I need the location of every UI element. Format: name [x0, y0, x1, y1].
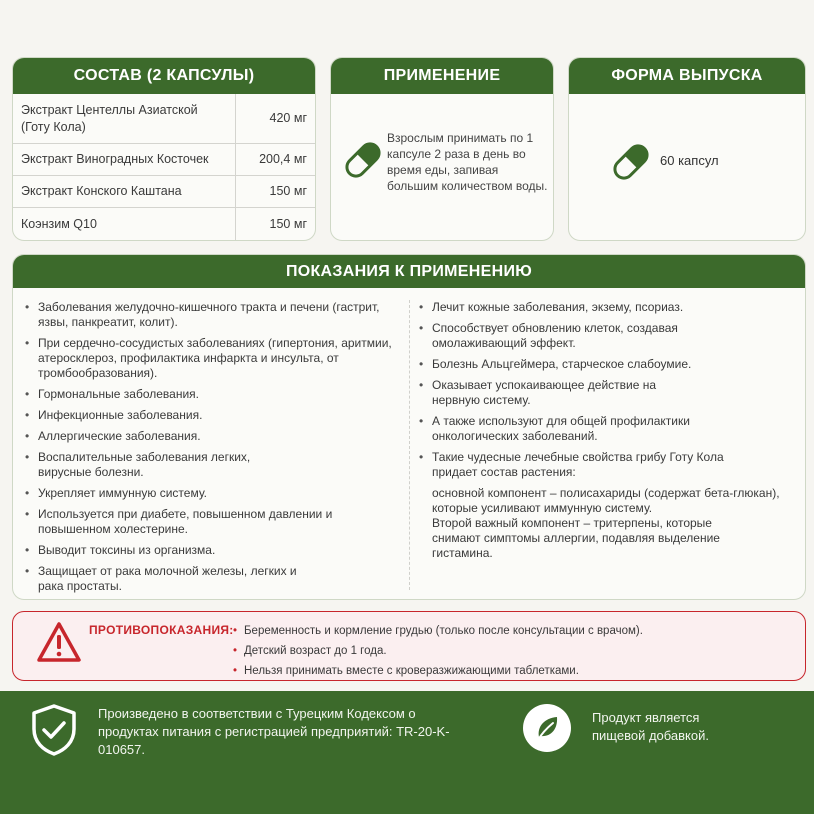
- list-item: • Инфекционные заболевания.: [25, 408, 395, 423]
- list-item: • Укрепляет иммунную систему.: [25, 486, 395, 501]
- list-item: • Нельзя принимать вместе с кроверазжижающими таблетками.: [233, 661, 643, 681]
- list-item: • При сердечно-сосудистых заболеваниях (гипертония, аритмии, атеросклероз, профилактика инфаркта и инсульта, от тромбообразования).: [25, 336, 395, 381]
- ingredient-amount: 150 мг: [235, 207, 315, 240]
- indications-left-column: [25, 300, 395, 600]
- list-item: • Заболевания желудочно-кишечного тракта и печени (гастрит, язвы, панкреатит, колит).: [25, 300, 395, 330]
- composition-card: [12, 57, 316, 241]
- sub-paragraph: основной компонент – полисахариды (содержат бета-глюкан), которые усиливают иммунную систему.: [432, 486, 780, 515]
- indications-right-column: [419, 300, 799, 561]
- ingredient-name: Экстракт Центеллы Азиатской (Готу Кола): [13, 94, 235, 143]
- release-form-title: ФОРМА ВЫПУСКА: [569, 58, 805, 94]
- table-row: [13, 175, 315, 207]
- ingredient-name: Экстракт Конского Каштана: [13, 175, 235, 207]
- certification-text: Произведено в соответствии с Турецким Кодексом о продуктах питания с регистрацией предприятий: TR-20-K-010657.: [98, 706, 450, 757]
- supplement-note: Продукт является пищевой добавкой.: [592, 710, 709, 743]
- composition-title: СОСТАВ (2 КАПСУЛЫ): [13, 58, 315, 94]
- warning-triangle-icon: [35, 620, 83, 664]
- release-form-card: [568, 57, 806, 241]
- list-item: • Аллергические заболевания.: [25, 429, 395, 444]
- table-row: [13, 94, 315, 143]
- ingredient-amount: 200,4 мг: [235, 143, 315, 175]
- capsule-icon: [609, 140, 653, 184]
- capsule-icon: [341, 138, 385, 182]
- capsule-count: 60 капсул: [660, 153, 719, 168]
- usage-card: [330, 57, 554, 241]
- contraindications-box: [12, 611, 806, 681]
- indications-title: ПОКАЗАНИЯ К ПРИМЕНЕНИЮ: [13, 255, 805, 288]
- sub-paragraph: Второй важный компонент – тритерпены, которые снимают симптомы аллергии, подавляя выделение гистамина.: [432, 516, 720, 560]
- ingredient-name: Экстракт Виноградных Косточек: [13, 143, 235, 175]
- list-item: • Такие чудесные лечебные свойства грибу Готу Кола придает состав растения:: [419, 450, 799, 480]
- list-item: • Беременность и кормление грудью (только после консультации с врачом).: [233, 621, 643, 641]
- contraindications-title: ПРОТИВОПОКАЗАНИЯ:: [89, 623, 234, 637]
- list-item: • Гормональные заболевания.: [25, 387, 395, 402]
- list-item: • Используется при диабете, повышенном давлении и повышенном холестерине.: [25, 507, 395, 537]
- ingredient-amount: 420 мг: [235, 94, 315, 143]
- list-item: • Болезнь Альцгеймера, старческое слабоумие.: [419, 357, 799, 372]
- ingredient-name: Коэнзим Q10: [21, 216, 97, 231]
- composition-table: [13, 94, 315, 240]
- list-item: • А также используют для общей профилактики онкологических заболеваний.: [419, 414, 799, 444]
- list-item: • Лечит кожные заболевания, экзему, псориаз.: [419, 300, 799, 315]
- list-item: • Выводит токсины из организма.: [25, 543, 395, 558]
- shield-check-icon: [30, 703, 78, 757]
- list-item: • Способствует обновлению клеток, создавая омолаживающий эффект.: [419, 321, 799, 351]
- ingredient-amount: 150 мг: [235, 175, 315, 207]
- indications-card: [12, 254, 806, 600]
- column-divider: [409, 300, 410, 590]
- list-item: • Воспалительные заболевания легких, вирусные болезни.: [25, 450, 395, 480]
- table-row: [13, 207, 315, 240]
- list-item: • Детский возраст до 1 года.: [233, 641, 643, 661]
- usage-text: Взрослым принимать по 1 капсуле 2 раза в день во время еды, запивая большим количеством воды.: [387, 131, 548, 193]
- list-item: • Защищает от рака молочной железы, легких и рака простаты.: [25, 564, 395, 594]
- usage-title: ПРИМЕНЕНИЕ: [331, 58, 553, 94]
- table-row: [13, 143, 315, 175]
- leaf-icon: [522, 703, 572, 753]
- footer: [0, 691, 814, 814]
- list-item: • Оказывает успокаивающее действие на нервную систему.: [419, 378, 799, 408]
- contraindications-list: [233, 621, 643, 681]
